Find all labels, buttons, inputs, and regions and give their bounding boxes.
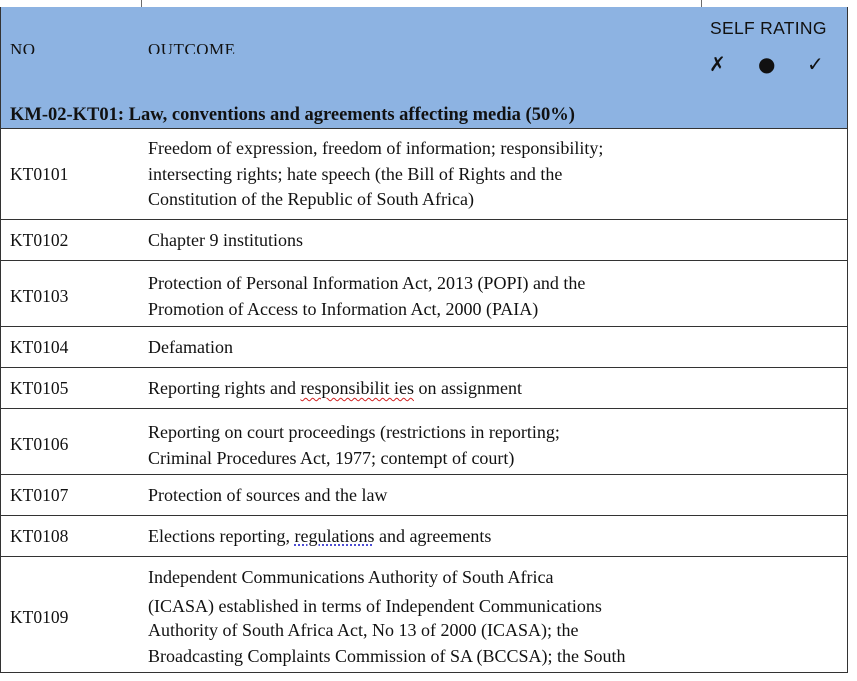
row-outcome (148, 335, 697, 361)
row-outcome (148, 483, 697, 509)
table-row (1, 409, 847, 475)
outcome-text: on assignment (413, 378, 522, 398)
grammar-flag-word: regulations (294, 526, 375, 546)
table-row (1, 129, 847, 220)
outcome-text: and agreements (374, 526, 492, 546)
outcome-line: Constitution of the Republic of South Africa) (148, 189, 474, 209)
outcome-line: intersecting rights; hate speech (the Bill of Rights and the (148, 163, 563, 184)
column-divider-top (701, 0, 702, 7)
table-row (1, 516, 847, 557)
section-title: KM-02-KT01: Law, conventions and agreements affecting media (50%) (10, 105, 575, 125)
section-header (1, 101, 847, 129)
column-divider-top (141, 0, 142, 7)
outcome-line: Defamation (148, 337, 233, 357)
outcome-line: Authority of South Africa Act, No 13 of 2000 (ICASA); the (148, 620, 579, 640)
row-code: KT0103 (10, 286, 69, 306)
outcome-line: Promotion of Access to Information Act, 2000 (PAIA) (148, 298, 539, 319)
column-header-self-rating: SELF RATING (710, 18, 827, 38)
row-outcome (148, 271, 697, 322)
check-icon: ✓ (807, 52, 824, 76)
outcome-line: Broadcasting Complaints Commission of SA (BCCSA); the South (148, 646, 626, 666)
table-row (1, 475, 847, 516)
outcome-line: (ICASA) established in terms of Independent Communications (148, 596, 602, 616)
top-strip (0, 0, 857, 7)
row-code: KT0104 (10, 337, 69, 357)
table-row (1, 557, 847, 673)
outcome-line: Protection of Personal Information Act, 2013 (POPI) and the (148, 273, 586, 293)
outcome-line: Chapter 9 institutions (148, 230, 303, 250)
table-row (1, 261, 847, 327)
row-outcome (148, 420, 697, 471)
row-outcome (148, 136, 697, 213)
row-code: KT0101 (10, 164, 69, 184)
outcome-text: Reporting rights and (148, 378, 301, 398)
row-code: KT0107 (10, 485, 69, 505)
outcome-text: Elections reporting, (148, 526, 295, 546)
row-outcome (148, 565, 697, 670)
row-code: KT0106 (10, 434, 69, 454)
spelling-flag-word: responsibilit ies (300, 378, 414, 398)
row-code: KT0109 (10, 607, 69, 627)
row-code: KT0102 (10, 230, 69, 250)
outcome-line: Criminal Procedures Act, 1977; contempt of court) (148, 447, 515, 468)
outcome-line: Reporting on court proceedings (restrictions in reporting; (148, 422, 560, 442)
table-header (1, 7, 847, 101)
row-code: KT0108 (10, 526, 69, 546)
cross-icon: ✗ (709, 52, 726, 76)
outcome-line: Freedom of expression, freedom of information; responsibility; (148, 138, 604, 158)
outcomes-table (0, 7, 848, 673)
outcome-line: Protection of sources and the law (148, 485, 388, 505)
row-outcome (148, 228, 697, 254)
dot-icon: ● (758, 52, 776, 76)
table-row (1, 327, 847, 368)
row-outcome (148, 524, 697, 550)
table-row (1, 368, 847, 409)
column-header-outcome: OUTCOME (148, 40, 236, 54)
column-header-no: NO (10, 40, 36, 54)
outcome-line: Independent Communications Authority of South Africa (148, 567, 554, 587)
row-code: KT0105 (10, 378, 69, 398)
table-row (1, 220, 847, 261)
row-outcome (148, 376, 697, 402)
